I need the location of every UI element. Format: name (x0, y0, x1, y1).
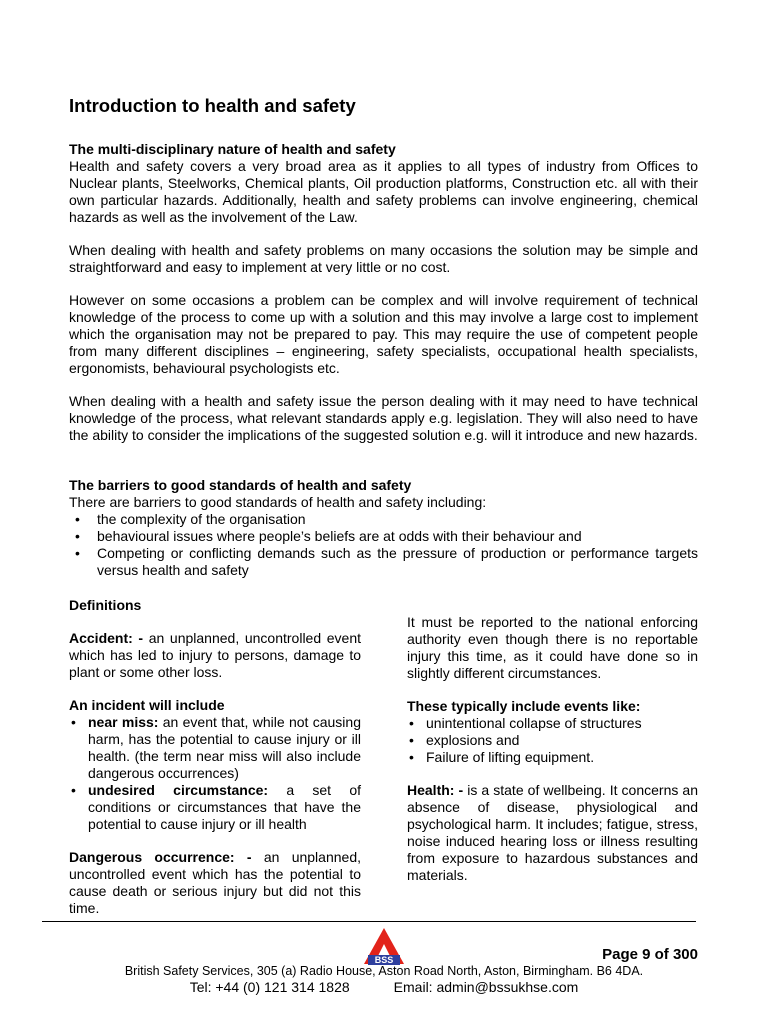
definitions-left-column (69, 597, 361, 917)
definitions-heading: Definitions (69, 597, 142, 613)
section-barriers (69, 477, 698, 579)
barriers-list (69, 511, 698, 579)
section-multidisciplinary (69, 141, 698, 444)
events-heading: These typically include events like: (407, 698, 641, 714)
footer-divider (42, 921, 696, 922)
bullet-icon: • (75, 545, 80, 561)
list-item: • the complexity of the organisation (75, 511, 306, 527)
bullet-icon: • (409, 732, 414, 748)
reporting-paragraph: It must be reported to the national enforcing authority even though there is no reportable injury this time, as it could have done so in slightly different circumstances. (407, 614, 698, 681)
footer-tel: Tel: +44 (0) 121 314 1828 (189, 979, 350, 995)
bullet-icon: • (409, 749, 414, 765)
paragraph: When dealing with health and safety problems on many occasions the solution may be simple and straightforward and easy to implement at very little or no cost. (69, 242, 698, 275)
bullet-icon: • (71, 782, 76, 798)
list-item: • Failure of lifting equipment. (409, 749, 595, 765)
list-item: • explosions and (409, 732, 520, 748)
footer-contact (0, 979, 768, 995)
list-item: • undesired circumstance: a set of conditions or circumstances that have the potential to cause injury or ill health (71, 782, 361, 832)
paragraph: Health and safety covers a very broad area as it applies to all types of industry from Offices to Nuclear plants, Steelworks, Chemical plants, Oil production platforms, Construction etc. all with their own particular hazards. Additionally, health and safety problems can involve engineering, chemical hazards as well as the involvement of the Law. (69, 158, 698, 225)
incident-heading: An incident will include (69, 697, 225, 713)
page-number: Page 9 of 300 (602, 946, 698, 963)
paragraph: However on some occasions a problem can be complex and will involve requirement of technical knowledge of the process to come up with a solution and this may involve a large cost to implement which the organisation may not be prepared to pay. This may require the use of competent people from many different disciplines – engineering, safety specialists, occupational health specialists, ergonomists, behavioural psychologists etc. (69, 292, 698, 376)
accident-definition: Accident: - an unplanned, uncontrolled event which has led to injury to persons, damage to plant or some other loss. (69, 630, 361, 680)
bullet-icon: • (75, 528, 80, 544)
section-heading: The barriers to good standards of health and safety (69, 477, 412, 493)
logo-text: BSS (374, 955, 394, 965)
bullet-icon: • (71, 714, 76, 730)
health-definition: Health: - is a state of wellbeing. It concerns an absence of disease, physiological and psychological harm. It includes; fatigue, stress, noise induced hearing loss or illness resulting from exposure to hazardous substances and materials. (407, 782, 698, 883)
section-heading: The multi-disciplinary nature of health and safety (69, 141, 396, 157)
footer-email: Email: admin@bssukhse.com (393, 979, 579, 995)
bullet-icon: • (75, 511, 80, 527)
dangerous-occurrence-definition: Dangerous occurrence: - an unplanned, uncontrolled event which has the potential to cause death or serious injury but did not this time. (69, 849, 361, 916)
page-title: Introduction to health and safety (69, 95, 356, 116)
definitions-right-column (407, 614, 698, 884)
paragraph: There are barriers to good standards of health and safety including: (69, 494, 487, 510)
list-item: • behavioural issues where people’s beliefs are at odds with their behaviour and (75, 528, 582, 544)
footer-address: British Safety Services, 305 (a) Radio House, Aston Road North, Aston, Birmingham. B6 4DA. (124, 964, 644, 978)
paragraph: When dealing with a health and safety issue the person dealing with it may need to have technical knowledge of the process, what relevant standards apply e.g. legislation. They will also need to have the ability to consider the implications of the suggested solution e.g. will it introduce and new hazards. (69, 393, 698, 443)
bullet-icon: • (409, 715, 414, 731)
list-item: • unintentional collapse of structures (409, 715, 642, 731)
events-list (407, 715, 698, 766)
bss-logo (360, 926, 408, 966)
list-item: • Competing or conflicting demands such as the pressure of production or performance targets versus health and safety (75, 545, 698, 578)
incident-list (69, 714, 361, 833)
list-item: • near miss: an event that, while not causing harm, has the potential to cause injury or ill health. (the term near miss will also include dangerous occurrences) (71, 714, 361, 781)
